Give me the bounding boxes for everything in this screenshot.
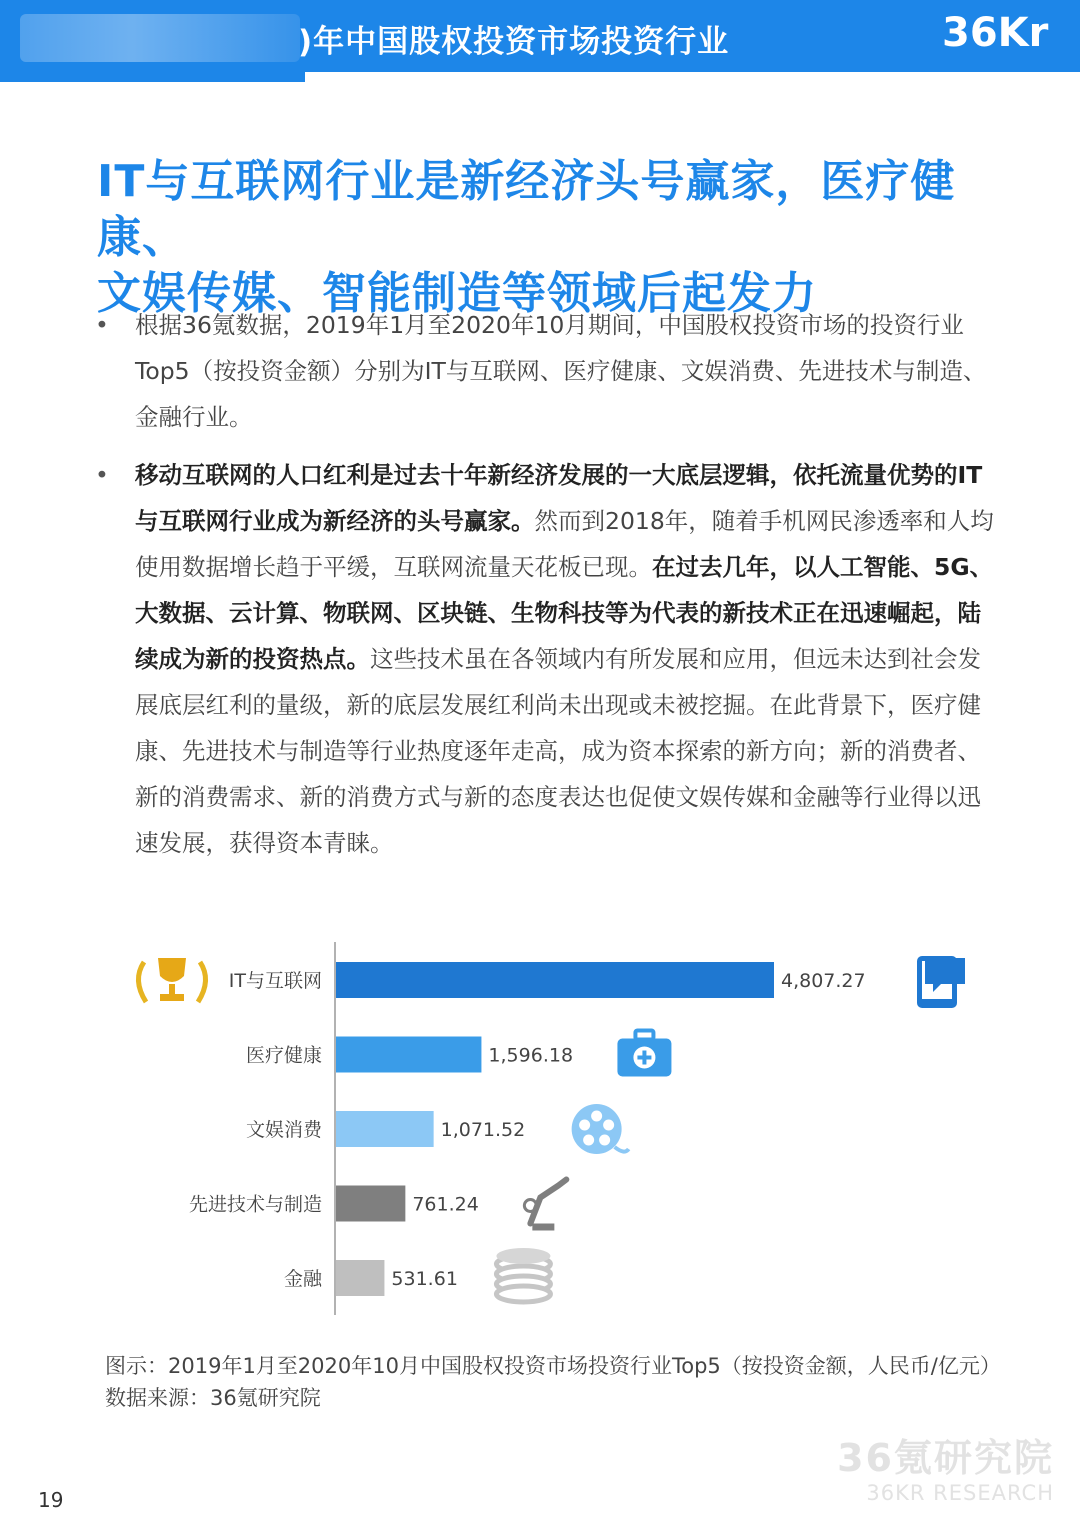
header-band — [0, 72, 305, 82]
bar — [336, 1037, 481, 1073]
tablet-chat-icon — [917, 956, 965, 1008]
logo-text: 36Kr — [942, 10, 1049, 56]
category-label: IT与互联网 — [228, 970, 322, 992]
bar-chart — [0, 930, 1080, 1330]
36kr-logo — [940, 0, 1080, 72]
bullet-item-1 — [95, 302, 995, 440]
category-label: 先进技术与制造 — [188, 1193, 322, 1216]
data-label: 4,807.27 — [781, 970, 866, 992]
header-blurred-area — [20, 14, 300, 62]
watermark — [837, 1436, 1054, 1506]
data-label: 1,071.52 — [440, 1119, 526, 1141]
page-title — [97, 154, 1017, 322]
watermark-line2: 36KR RESEARCH — [866, 1481, 1054, 1505]
bullet-list — [95, 302, 995, 878]
bullet-item-2 — [95, 452, 995, 866]
category-label: 文娱消费 — [245, 1119, 322, 1141]
header-bar — [0, 0, 1080, 72]
figure-caption — [105, 1350, 1001, 1414]
header-title: )年中国股权投资市场投资行业 — [298, 24, 730, 60]
bullet-text: 然而到2018年，随着手机网民渗透率和人均使用数据增长趋于平缓，互联网流量天花板已现。 — [135, 507, 994, 581]
robot-arm-icon — [524, 1180, 566, 1231]
medical-kit-icon — [617, 1031, 671, 1077]
bullet-text: 这些技术虽在各领域内有所发展和应用，但远未达到社会发展底层红利的量级，新的底层发展红利尚未出现或未被挖掘。在此背景下，医疗健康、先进技术与制造等行业热度逐年走高，成为资本探索的新方向；新的消费者、新的消费需求、新的消费方式与新的态度表达也促使文娱传媒和金融等行业得以迅速发展，获得资本青睐。 — [135, 645, 981, 857]
category-label: 医疗健康 — [245, 1044, 322, 1067]
bar — [336, 962, 774, 998]
category-label: 金融 — [283, 1268, 322, 1290]
coins-stack-icon — [496, 1248, 550, 1302]
page-title-line2: 文娱传媒、智能制造等领域后起发力 — [97, 268, 817, 319]
bar — [336, 1111, 434, 1147]
page-number: 19 — [38, 1488, 64, 1512]
bullet-bold-text: 移动互联网的人口红利是过去十年新经济发展的一大底层逻辑，依托流量优势的IT与互联网行业成为新经济的头号赢家。 — [135, 461, 983, 535]
bullet-dot: • — [95, 311, 109, 339]
bullet-bold-text: 在过去几年，以人工智能、5G、大数据、云计算、物联网、区块链、生物科技等为代表的新技术正在迅速崛起，陆续成为新的投资热点。 — [135, 553, 994, 673]
caption-source: 数据来源：36氪研究院 — [105, 1386, 321, 1410]
bar — [336, 1186, 405, 1222]
caption-figure: 图示：2019年1月至2020年10月中国股权投资市场投资行业Top5（按投资金额，人民币/亿元） — [105, 1354, 1001, 1378]
data-label: 761.24 — [412, 1193, 479, 1216]
bullet-text: 根据36氪数据，2019年1月至2020年10月期间，中国股权投资市场的投资行业Top5（按投资金额）分别为IT与互联网、医疗健康、文娱消费、先进技术与制造、金融行业。 — [135, 311, 987, 431]
page-title-line1: IT与互联网行业是新经济头号赢家，医疗健康、 — [97, 156, 956, 263]
data-label: 1,596.18 — [488, 1044, 574, 1067]
bar — [336, 1260, 384, 1296]
bullet-dot: • — [95, 461, 109, 489]
data-label: 531.61 — [391, 1268, 458, 1290]
watermark-line1: 36氪研究院 — [837, 1436, 1054, 1480]
film-reel-icon — [572, 1104, 629, 1154]
trophy-icon — [138, 958, 205, 1002]
